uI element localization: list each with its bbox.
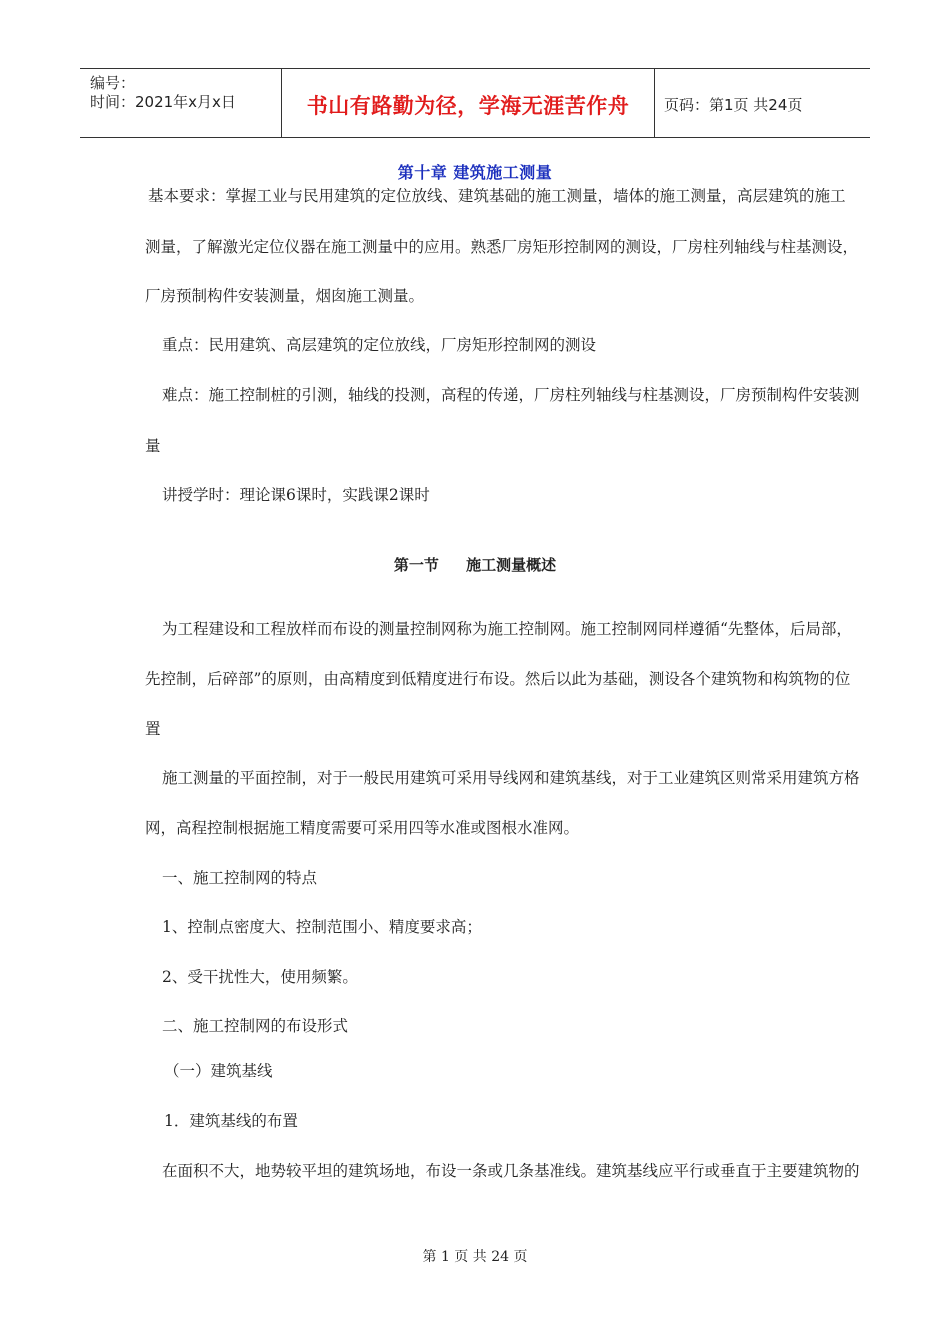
subheading: 二、施工控制网的布设形式	[162, 1017, 349, 1035]
paragraph-line: 施工测量的平面控制，对于一般民用建筑可采用导线网和建筑基线，对于工业建筑区则常采用建筑方格	[162, 769, 860, 787]
paragraph-line: 网，高程控制根据施工精度需要可采用四等水准或图根水准网。	[145, 819, 580, 837]
list-item: 2、受干扰性大，使用频繁。	[162, 968, 358, 986]
subheading: 一、施工控制网的特点	[162, 869, 318, 887]
paragraph-line: 在面积不大，地势较平坦的建筑场地，布设一条或几条基准线。建筑基线应平行或垂直于主要建筑物的	[162, 1162, 860, 1180]
paragraph-line: 先控制，后碎部”的原则，由高精度到低精度进行布设。然后以此为基础，测设各个建筑物和构筑物的位	[145, 670, 851, 688]
paragraph-line: 为工程建设和工程放样而布设的测量控制网称为施工控制网。施工控制网同样遵循“先整体，后局部，	[162, 620, 852, 638]
paragraph-line: 置	[145, 720, 161, 738]
time-label: 时间：2021年x月x日	[90, 93, 236, 111]
header-page-cell	[654, 69, 870, 137]
header-meta-cell	[80, 69, 281, 137]
paragraph-line: 基本要求：掌握工业与民用建筑的定位放线、建筑基础的施工测量，墙体的施工测量，高层建筑的施工	[148, 187, 846, 205]
paragraph-line: 测量，了解激光定位仪器在施工测量中的应用。熟悉厂房矩形控制网的测设，厂房柱列轴线与柱基测设，	[145, 238, 859, 256]
subheading: 1．建筑基线的布置	[164, 1112, 298, 1130]
paragraph-line: 难点：施工控制桩的引测，轴线的投测，高程的传递，厂房柱列轴线与柱基测设，厂房预制构件安装测	[162, 386, 860, 404]
paragraph-line: 讲授学时：理论课6课时，实践课2课时	[162, 486, 430, 504]
subheading: （一）建筑基线	[164, 1062, 273, 1080]
motto-text: 书山有路勤为径，学海无涯苦作舟	[306, 94, 630, 118]
header-motto-cell	[281, 69, 655, 137]
chapter-title: 第十章 建筑施工测量	[397, 163, 553, 182]
page-footer: 第 1 页 共 24 页	[422, 1249, 528, 1265]
paragraph-line: 重点：民用建筑、高层建筑的定位放线，厂房矩形控制网的测设	[162, 336, 597, 354]
paragraph-line: 量	[145, 437, 161, 455]
header-table	[80, 68, 870, 138]
number-label: 编号：	[90, 74, 136, 92]
page-info: 页码：第1页 共24页	[664, 95, 803, 114]
section-title: 第一节 施工测量概述	[393, 556, 557, 574]
list-item: 1、控制点密度大、控制范围小、精度要求高；	[162, 918, 482, 936]
paragraph-line: 厂房预制构件安装测量，烟囱施工测量。	[145, 287, 425, 305]
